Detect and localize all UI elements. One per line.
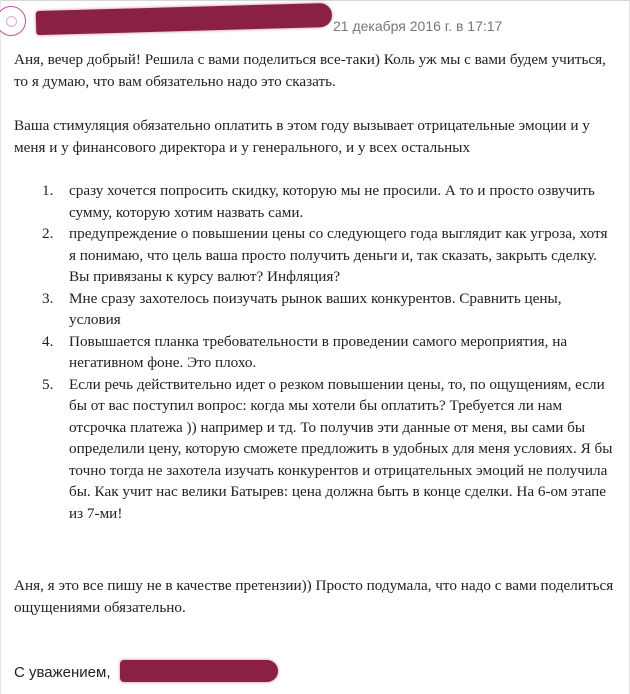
list-item — [14, 374, 614, 525]
signature-name-redaction — [120, 660, 278, 682]
message-paragraph-intro: Ваша стимуляция обязательно оплатить в этом году вызывает отрицательные эмоции и у меня и у финансового директора и у генерального, и у всех остальных — [14, 117, 590, 156]
list-item-text: предупреждение о повышении цены со следующего года выглядит как угроза, хотя я понимаю, что цель ваша просто получить деньги и, так сказать, закрыть сделку. Вы привязаны к курсу валют? Инфляция? — [69, 225, 608, 285]
list-item-text: сразу хочется попросить скидку, которую мы не просили. А то и просто озвучить сумму, которую хотим назвать сами. — [69, 182, 595, 221]
list-item-number: 2. — [42, 225, 54, 242]
list-item-text: Мне сразу захотелось поизучать рынок ваших конкурентов. Сравнить цены, условия — [69, 289, 562, 328]
frame-left-border — [0, 0, 1, 694]
message-timestamp[interactable]: 21 декабря 2016 г. в 17:17 — [333, 18, 503, 34]
list-item — [14, 288, 614, 331]
list-item-number: 5. — [42, 375, 54, 393]
list-item — [14, 331, 614, 374]
points-list — [14, 180, 614, 524]
sender-name-redaction — [36, 3, 333, 35]
message-paragraph-closing: Аня, я это все пишу не в качестве претензии)) Просто подумала, что надо с вами поделиться ощущениями обязательно. — [14, 577, 614, 616]
list-item-number: 3. — [42, 289, 54, 307]
list-item-text: Повышается планка требовательности в проведении самого мероприятия, на негативном фоне. Это плохо. — [69, 332, 568, 371]
list-item — [14, 180, 614, 223]
list-item-number: 4. — [42, 332, 54, 350]
list-item-number: 1. — [42, 182, 54, 199]
sender-avatar-icon[interactable] — [0, 6, 26, 36]
signature-text: С уважением, — [14, 664, 111, 681]
message-paragraph-greeting: Аня, вечер добрый! Решила с вами поделиться все-таки) Коль уж мы с вами будем учиться, то я думаю, что вам обязательно надо это сказать. — [14, 51, 606, 90]
list-item — [14, 223, 614, 288]
frame-top-border — [0, 0, 630, 1]
list-item-text: Если речь действительно идет о резком повышении цены, то, по ощущениям, если бы от вас поступил вопрос: когда мы хотели бы оплатить? Требуется ли нам отсрочка платежа )) например и тд. То получив эти данные от меня, вы сами бы определили цену, которую сможете предложить в удобных для меня условиях. Я бы точно тогда не захотела изучать конкурентов и отрицательных эмоций не получила бы. Как учит нас велики Батырев: цена должна быть в конце сделки. На 6-ом этапе из 7-ми! — [69, 375, 613, 522]
